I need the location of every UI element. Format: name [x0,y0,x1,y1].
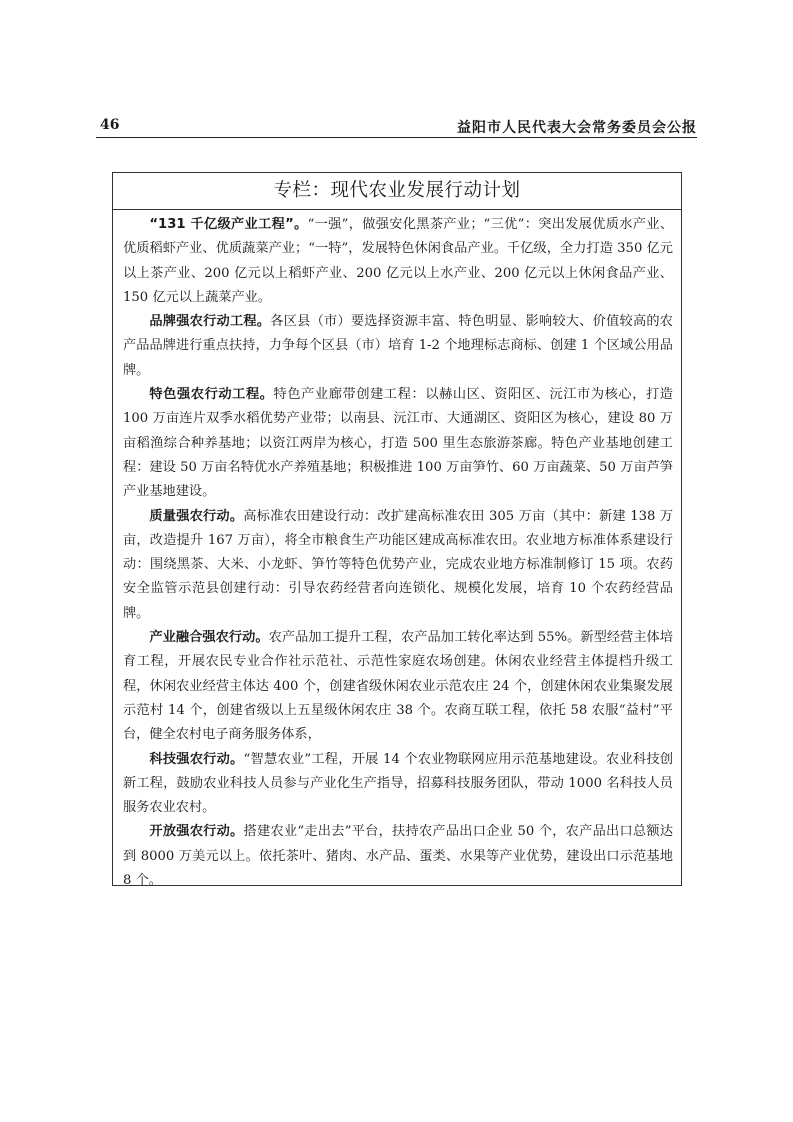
paragraph-special [123,383,673,504]
paragraph-text: “智慧农业”工程，开展 14 个农业物联网应用示范基地建设。农业科技创新工程，鼓励农业科技人员参与产业化生产指导，招募科技服务团队，带动 1000 名科技人员服务农业农村。 [123,751,674,816]
paragraph-text: 农产品加工提升工程，农产品加工转化率达到 55%。新型经营主体培育工程，开展农民专业合作社示范社、示范性家庭农场创建。休闲农业经营主体提档升级工程，休闲农业经营主体达 400 个，创建省级休闲农业示范农庄 24 个，创建休闲农业集聚发展示范村 14 个，创建省级以上五星级休闲农庄 38 个。农商互联工程，依托 58 农服“益村”平台，健全农村电子商务服务体系， [123,630,673,743]
paragraph-text: 各区县（市）要选择资源丰富、特色明显、影响较大、价值较高的农产品品牌进行重点扶持，力争每个区县（市）培育 1-2 个地理标志商标、创建 1 个区域公用品牌。 [123,314,673,378]
column-box [112,172,682,889]
paragraph-opening [123,820,673,893]
header-rule [96,137,697,138]
column-box-body [113,210,681,893]
paragraph-text: 特色产业廊带创建工程：以赫山区、资阳区、沅江市为核心，打造 100 万亩连片双季水稻优势产业带；以南县、沅江市、大通湖区、资阳区为核心，建设 80 万亩稻渔综合种养基地；以资江两岸为核心，打造 500 里生态旅游茶廊。特色产业基地创建工程：建设 50 万亩名特优水产养殖基地；积极推进 100 万亩笋竹、60 万亩蔬菜、50 万亩芦笋产业基地建设。 [123,387,673,500]
paragraph-text: 搭建农业“走出去”平台，扶持农产品出口企业 50 个，农产品出口总额达到 8000 万美元以上。依托茶叶、猪肉、水产品、蛋类、水果等产业优势，建设出口示范基地 8 个。 [123,824,674,889]
paragraph-technology [123,748,673,821]
paragraph-lead: 科技强农行动。 [149,751,244,767]
paragraph-quality [123,505,673,626]
paragraph-lead: “131 千亿级产业工程”。 [149,217,308,232]
paragraph-text: “一强”，做强安化黑茶产业；“三优”：突出发展优质水产业、优质稻虾产业、优质蔬菜产业；“一特”，发展特色休闲食品产业。千亿级，全力打造 350 亿元以上茶产业、200 亿元以上稻虾产业、200 亿元以上水产业、200 亿元以上休闲食品产业、150 亿元以上蔬菜产业。 [123,217,674,305]
paragraph-lead: 质量强农行动。 [149,508,244,524]
paragraph-lead: 特色强农行动工程。 [149,387,274,403]
page-number: 46 [100,117,120,133]
paragraph-integration [123,626,673,747]
paragraph-lead: 开放强农行动。 [149,824,244,840]
paragraph-brand [123,310,673,383]
paragraph-text: 高标准农田建设行动：改扩建高标准农田 305 万亩（其中：新建 138 万亩，改造提升 167 万亩），将全市粮食生产功能区建成高标准农田。农业地方标准体系建设行动：围绕黑茶、大米、小龙虾、笋竹等特色优势产业，完成农业地方标准制修订 15 项。农药安全监管示范县创建行动：引导农药经营者向连锁化、规模化发展，培育 10 个农药经营品牌。 [123,508,674,621]
column-box-title: 专栏：现代农业发展行动计划 [113,173,681,210]
paragraph-lead: 品牌强农行动工程。 [149,314,271,330]
running-header-title: 益阳市人民代表大会常务委员会公报 [457,120,697,136]
paragraph-lead: 产业融合强农行动。 [149,630,269,646]
paragraph-131-project [123,213,673,310]
